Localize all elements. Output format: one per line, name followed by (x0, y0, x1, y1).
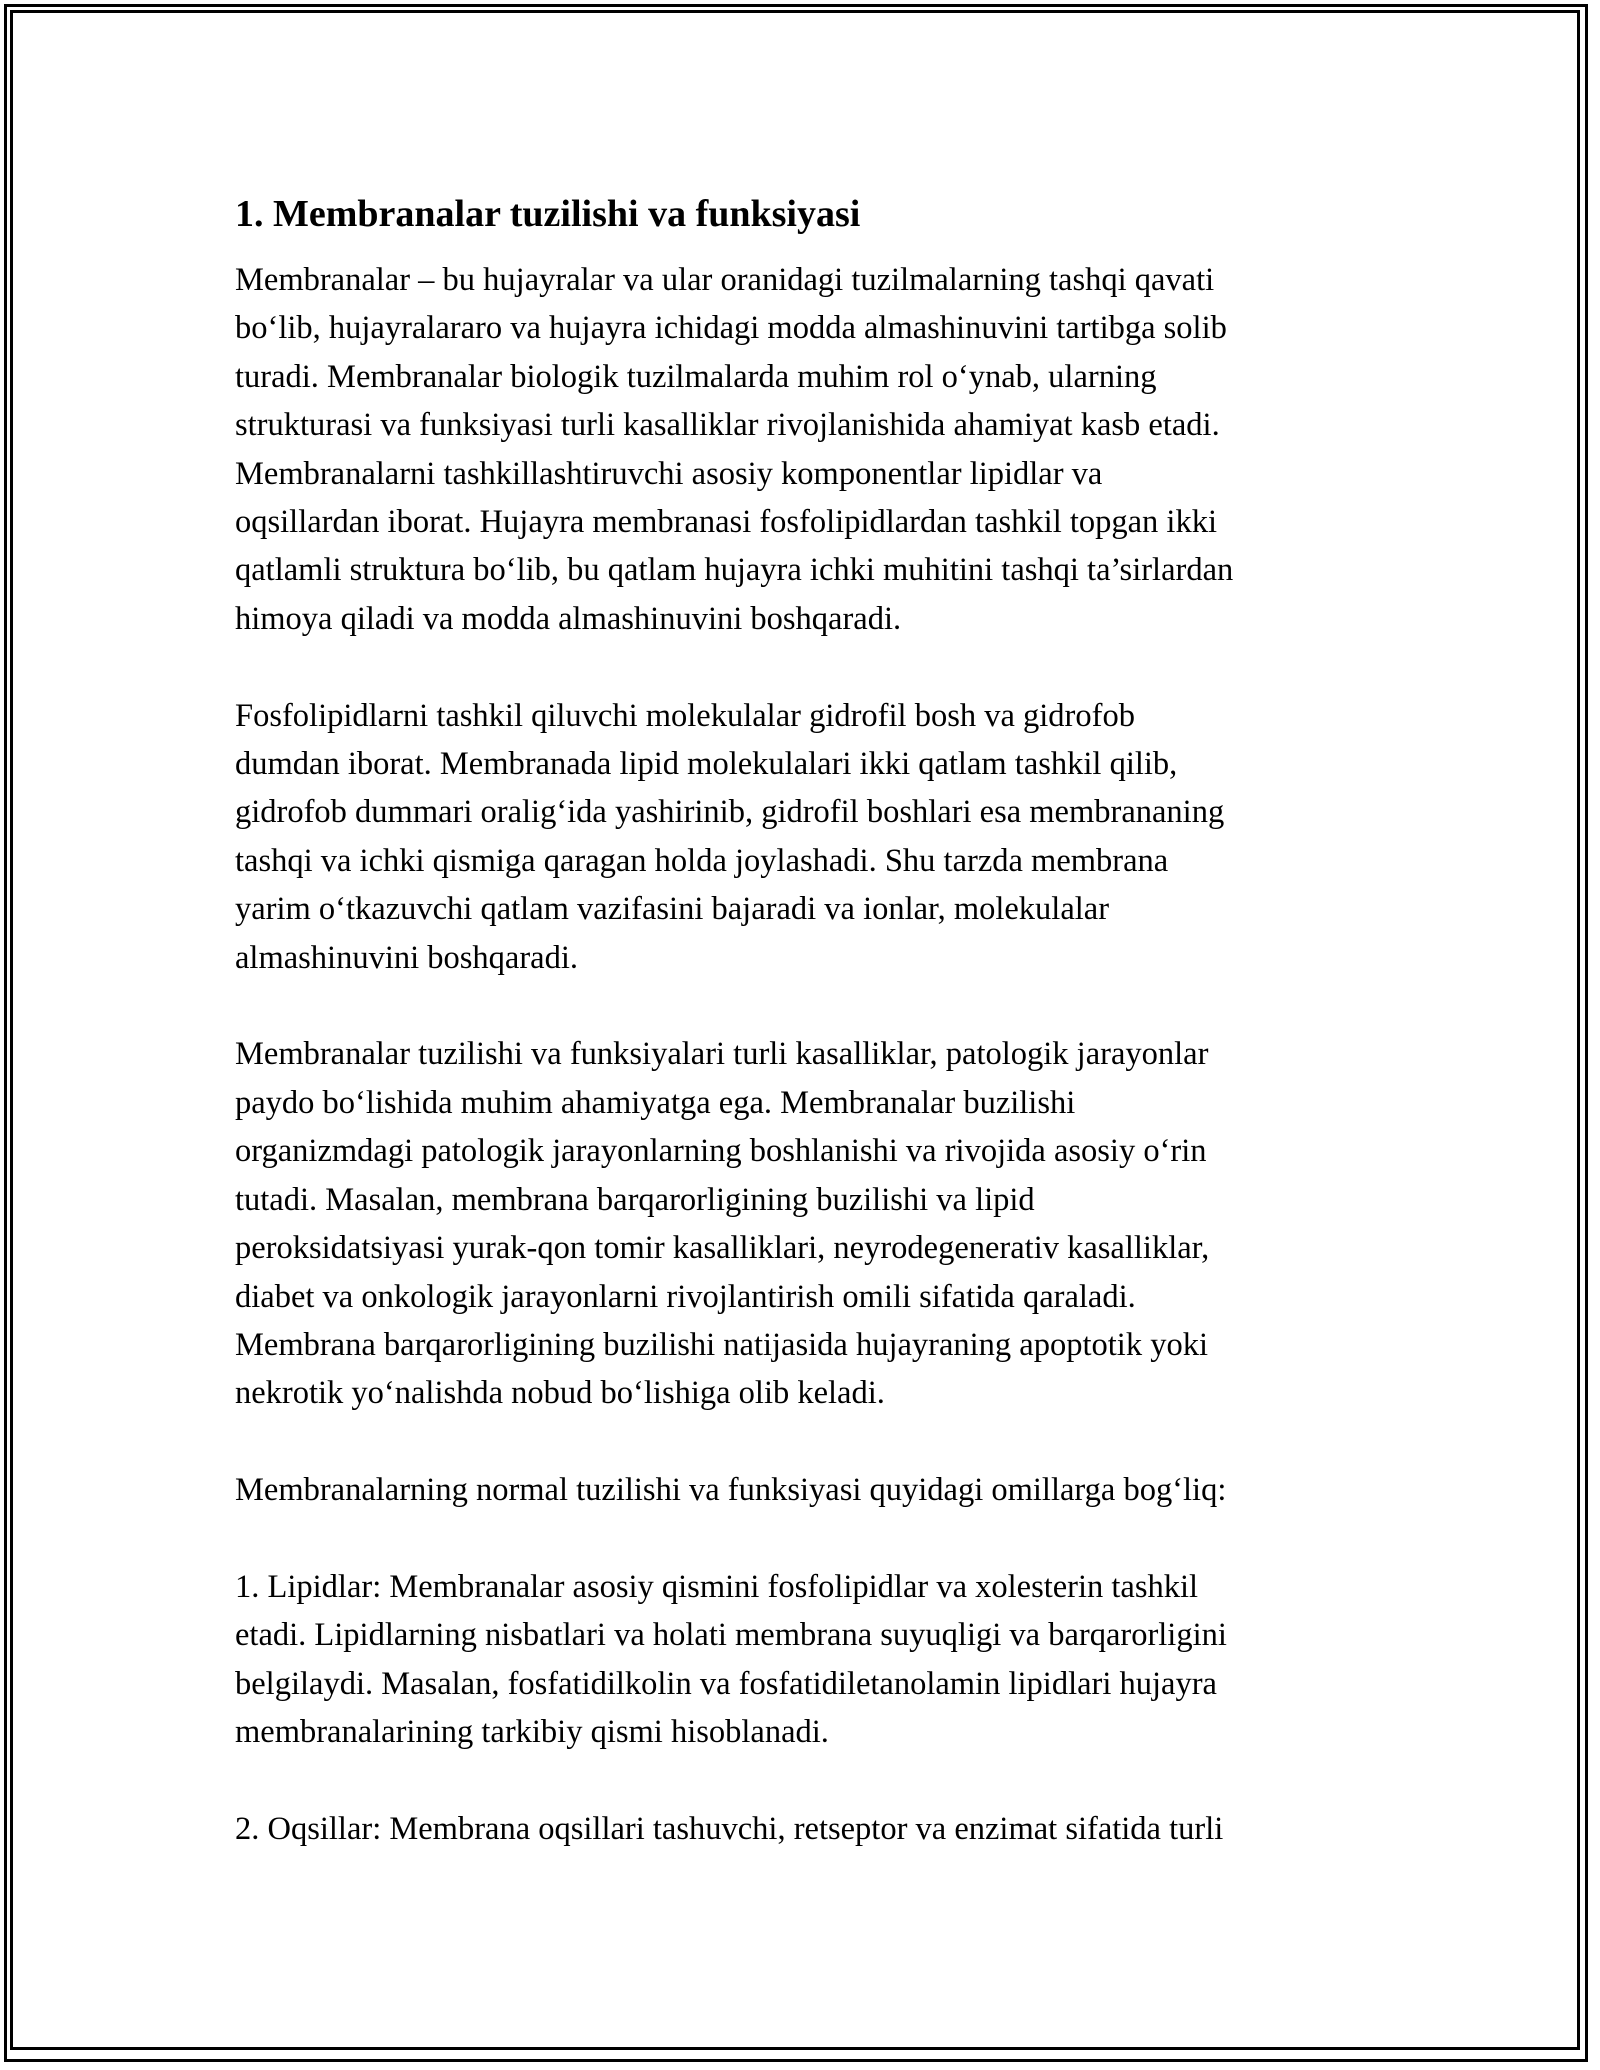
paragraph-line: belgilaydi. Masalan, fosfatidilkolin va fosfatidiletanolamin lipidlari hujayra (235, 1665, 1217, 1702)
document-body (235, 188, 1385, 1902)
paragraph-line: 1. Lipidlar: Membranalar asosiy qismini fosfolipidlar va xolesterin tashkil (235, 1568, 1199, 1605)
paragraph-line: strukturasi va funksiyasi turli kasalliklar rivojlanishida ahamiyat kasb etadi. (235, 407, 1220, 444)
paragraph-line: oqsillardan iborat. Hujayra membranasi fosfolipidlardan tashkil topgan ikki (235, 504, 1217, 541)
paragraph-line: turadi. Membranalar biologik tuzilmalarda muhim rol o‘ynab, ularning (235, 358, 1157, 395)
paragraph-line: Fosfolipidlarni tashkil qiluvchi molekulalar gidrofil bosh va gidrofob (235, 697, 1135, 734)
paragraph-line: Membranalar – bu hujayralar va ular oranidagi tuzilmalarning tashqi qavati (235, 262, 1215, 298)
paragraph-list (235, 256, 1385, 1853)
paragraph-line: bo‘lib, hujayralararo va hujayra ichidagi modda almashinuvini tartibga solib (235, 310, 1227, 347)
paragraph-line: diabet va onkologik jarayonlarni rivojlantirish omili sifatida qaraladi. (235, 1278, 1136, 1315)
paragraph-line: Membranalarni tashkillashtiruvchi asosiy komponentlar lipidlar va (235, 455, 1103, 492)
paragraph-line: tashqi va ichki qismiga qaragan holda joylashadi. Shu tarzda membrana (235, 842, 1169, 879)
paragraph-line: 2. Oqsillar: Membrana oqsillari tashuvchi, retseptor va enzimat sifatida turli (235, 1810, 1224, 1847)
section-heading: 1. Membranalar tuzilishi va funksiyasi (235, 193, 861, 235)
paragraph (235, 256, 1385, 643)
paragraph (235, 1805, 1385, 1853)
paragraph-line: gidrofob dummari oralig‘ida yashirinib, gidrofil boshlari esa membrananing (235, 794, 1225, 831)
paragraph (235, 1466, 1385, 1514)
paragraph-line: almashinuvini boshqaradi. (235, 939, 578, 976)
paragraph-line: etadi. Lipidlarning nisbatlari va holati membrana suyuqligi va barqarorligini (235, 1617, 1227, 1654)
paragraph (235, 1030, 1385, 1417)
paragraph-line: yarim o‘tkazuvchi qatlam vazifasini bajaradi va ionlar, molekulalar (235, 891, 1110, 928)
paragraph-line: tutadi. Masalan, membrana barqarorligining buzilishi va lipid (235, 1181, 1035, 1218)
paragraph-line: dumdan iborat. Membranada lipid molekulalari ikki qatlam tashkil qilib, (235, 746, 1178, 783)
paragraph-line: paydo bo‘lishida muhim ahamiyatga ega. Membranalar buzilishi (235, 1084, 1076, 1121)
paragraph-line: organizmdagi patologik jarayonlarning boshlanishi va rivojida asosiy o‘rin (235, 1133, 1207, 1170)
paragraph-line: Membranalar tuzilishi va funksiyalari turli kasalliklar, patologik jarayonlar (235, 1036, 1209, 1073)
paragraph (235, 692, 1385, 982)
paragraph-line: Membranalarning normal tuzilishi va funksiyasi quyidagi omillarga bog‘liq: (235, 1472, 1227, 1509)
paragraph-line: qatlamli struktura bo‘lib, bu qatlam hujayra ichki muhitini tashqi ta’sirlardan (235, 552, 1234, 589)
paragraph-line: nekrotik yo‘nalishda nobud bo‘lishiga olib keladi. (235, 1375, 885, 1412)
paragraph-line: himoya qiladi va modda almashinuvini boshqaradi. (235, 600, 902, 637)
paragraph (235, 1563, 1385, 1757)
paragraph-line: Membrana barqarorligining buzilishi natijasida hujayraning apoptotik yoki (235, 1326, 1208, 1363)
paragraph-line: peroksidatsiyasi yurak-qon tomir kasalliklari, neyrodegenerativ kasalliklar, (235, 1230, 1210, 1267)
paragraph-line: membranalarining tarkibiy qismi hisoblanadi. (235, 1714, 829, 1751)
